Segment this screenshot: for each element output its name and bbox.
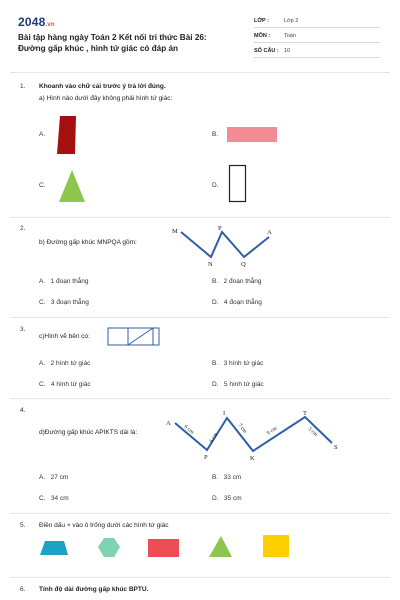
point-label-a: A [166,420,171,427]
green-triangle-shape [209,536,232,557]
logo-suffix: .vn [45,22,55,28]
logo-text: 2048 [18,15,46,29]
point-label-p: P [218,225,222,232]
option-letter: B. [212,278,219,285]
teal-trapezoid-shape [40,541,68,555]
option-letter: C. [39,299,46,306]
option-text: 2 hình tứ giác [50,360,91,367]
meta-subject-label: MÔN : [254,33,271,39]
page-title: Bài tập hàng ngày Toán 2 Kết nối tri thức Bài 26: Đường gấp khúc , hình tứ giác có đáp án [18,33,207,53]
option-c[interactable] [39,299,89,306]
option-text: 33 cm [223,474,242,481]
segment-label-ts: 5 cm [306,426,319,438]
point-label-p: P [204,454,208,461]
point-label-a: A [267,229,272,236]
shapes-row [38,535,338,563]
question-separator [10,217,390,218]
question-number: 5. [20,522,26,529]
option-b-letter[interactable]: B. [212,131,219,138]
divided-rectangle-figure [106,326,162,348]
option-d-letter[interactable]: D. [212,182,219,189]
option-letter: D. [212,495,219,502]
option-b[interactable] [212,360,263,367]
meta-divider [254,27,380,28]
segment-label-ik: 7 cm [236,422,248,435]
option-a-letter[interactable]: A. [39,131,46,138]
option-c[interactable] [39,381,91,388]
meta-count-label: SỐ CÂU : [254,48,279,54]
question-text: d)Đường gấp khúc APIKTS dài là: [39,429,138,436]
option-text: 4 hình tứ giác [50,381,91,388]
question-subtext: a) Hình nào dưới đây không phải hình tứ giác: [39,95,173,102]
option-a[interactable] [39,278,89,285]
question-number: 6. [20,586,26,593]
question-separator [10,317,390,318]
segment-label-kt: 9 cm [265,425,279,437]
yellow-square-shape [263,535,289,557]
point-label-s: S [334,444,338,451]
option-d[interactable] [212,381,264,388]
meta-class-label: LỚP : [254,18,269,24]
option-letter: B. [212,474,219,481]
question-instruction: Khoanh vào chữ cái trước ý trả lời đúng. [39,83,166,90]
option-letter: D. [212,299,219,306]
point-label-t: T [303,410,307,417]
question-separator [10,577,390,578]
option-text: 5 hình tứ giác [223,381,264,388]
meta-count-value: 10 [284,48,291,54]
question-number: 1. [20,83,26,90]
segment-label-ap: 6 cm [182,423,195,436]
option-text: 4 đoạn thẳng [223,299,262,306]
option-text: 3 đoạn thẳng [50,299,89,306]
option-text: 3 hình tứ giác [223,360,264,367]
option-a[interactable] [39,474,68,481]
option-letter: A. [39,474,46,481]
outlined-rectangle-shape [228,164,248,204]
meta-divider [254,42,380,43]
question-number: 4. [20,407,26,414]
meta-divider [254,57,380,58]
point-label-n: N [208,261,213,268]
option-c[interactable] [39,495,69,502]
polyline-mnpqa-figure [165,220,280,270]
question-text: c)Hình vẽ bên có: [39,333,90,340]
option-text: 34 cm [50,495,69,502]
red-rectangle-shape [148,539,179,557]
question-text: b) Đường gấp khúc MNPQA gồm: [39,239,137,246]
meta-subject-value: Toán [284,33,296,39]
header-separator [10,72,390,73]
option-c-letter[interactable]: C. [39,182,46,189]
option-letter: A. [39,278,46,285]
option-text: 1 đoạn thẳng [50,278,89,285]
option-b[interactable] [212,474,241,481]
meta-class-value: Lớp 2 [284,18,299,24]
option-text: 27 cm [50,474,69,481]
polyline-apikts-figure [160,405,350,465]
question-text: Tính độ dài đường gấp khúc BPTU. [39,586,149,593]
green-triangle-shape [57,168,87,204]
question-text: Điền dấu × vào ô trống dưới các hình tứ giác [39,522,169,529]
option-d[interactable] [212,495,242,502]
option-letter: B. [212,360,219,367]
option-a[interactable] [39,360,90,367]
option-letter: C. [39,495,46,502]
point-label-i: I [223,410,226,417]
option-text: 2 đoạn thẳng [223,278,262,285]
point-label-k: K [250,455,255,462]
option-letter: D. [212,381,219,388]
question-number: 2. [20,225,26,232]
option-d[interactable] [212,299,262,306]
mint-hexagon-shape [98,538,120,557]
question-separator [10,398,390,399]
segment-label-pi: 6 cm [208,431,220,445]
pink-rectangle-shape [226,126,278,144]
question-number: 3. [20,326,26,333]
option-text: 35 cm [223,495,242,502]
dark-red-quadrilateral-shape [56,114,78,156]
point-label-q: Q [241,261,246,268]
site-logo[interactable] [18,15,55,29]
option-letter: A. [39,360,46,367]
question-separator [10,513,390,514]
point-label-m: M [172,228,178,235]
option-letter: C. [39,381,46,388]
option-b[interactable] [212,278,262,285]
